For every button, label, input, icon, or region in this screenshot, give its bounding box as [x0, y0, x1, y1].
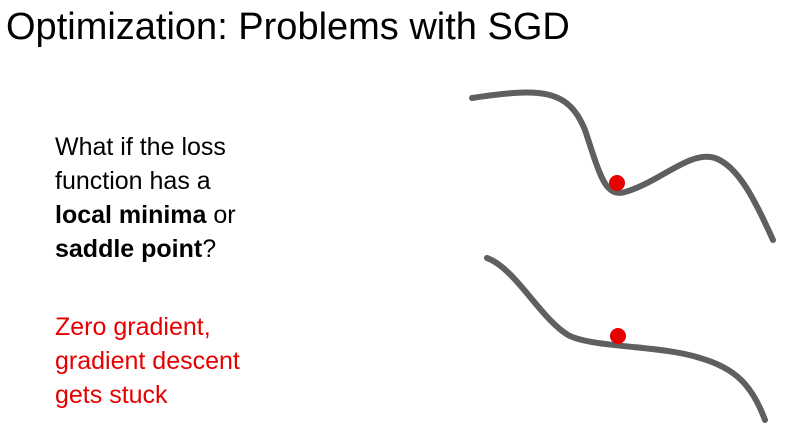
local-minima-term: local minima	[55, 201, 207, 229]
local-minima-curve	[472, 93, 773, 240]
saddle-point-ball	[610, 328, 626, 344]
saddle-point-term: saddle point	[55, 235, 203, 263]
answer-line-2: gradient descent	[55, 347, 240, 375]
answer-line-3: gets stuck	[55, 381, 168, 409]
question-mark: ?	[202, 235, 217, 263]
slide-title: Optimization: Problems with SGD	[6, 6, 570, 48]
question-line-2: function has a	[55, 167, 211, 195]
saddle-point-curve	[487, 258, 765, 420]
local-minima-ball	[609, 175, 625, 191]
question-line-1: What if the loss	[55, 133, 226, 161]
question-connector: or	[206, 201, 236, 229]
answer-line-1: Zero gradient,	[55, 313, 211, 341]
